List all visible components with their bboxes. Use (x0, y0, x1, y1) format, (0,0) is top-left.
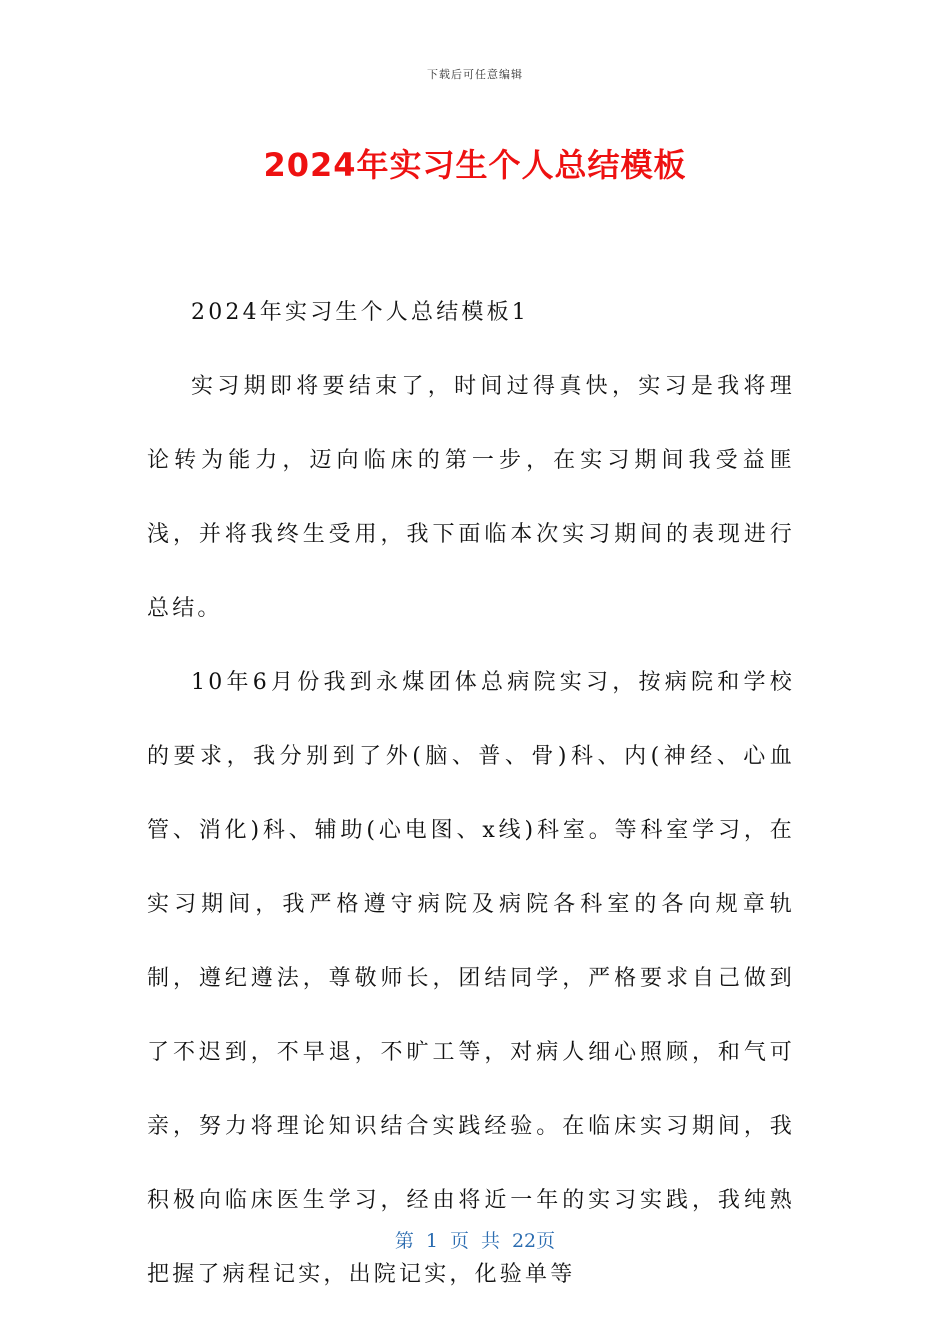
document-body (147, 276, 795, 1312)
header-note: 下载后可任意编辑 (427, 68, 523, 81)
current-page-number: 1 (425, 1230, 438, 1252)
total-prefix: 共 (480, 1230, 500, 1252)
paragraph-details: 10年6月份我到永煤团体总病院实习，按病院和学校的要求，我分别到了外(脑、普、骨)科、内(神经、心血管、消化)科、辅助(心电图、x线)科室。等科室学习，在实习期间，我严格遵守病院及病院各科室的各向规章轨制，遵纪遵法，尊敬师长，团结同学，严格要求自己做到了不迟到，不早退，不旷工等，对病人细心照顾，和气可亲，努力将理论知识结合实践经验。在临床实习期间，我积极向临床医生学习，经由将近一年的实习实践，我纯熟把握了病程记实，出院记实，化验单等 (147, 670, 795, 1287)
paragraph-intro: 实习期即将要结束了，时间过得真快，实习是我将理论转为能力，迈向临床的第一步，在实习期间我受益匪浅，并将我终生受用，我下面临本次实习期间的表现进行总结。 (147, 374, 795, 621)
total-pages: 22页 (511, 1230, 556, 1252)
paragraph-subtitle: 2024年实习生个人总结模板1 (191, 300, 529, 325)
page-word: 页 (449, 1230, 469, 1252)
page-footer (0, 1226, 950, 1253)
document-title: 2024年实习生个人总结模板 (263, 146, 687, 184)
page-prefix: 第 (394, 1230, 414, 1252)
